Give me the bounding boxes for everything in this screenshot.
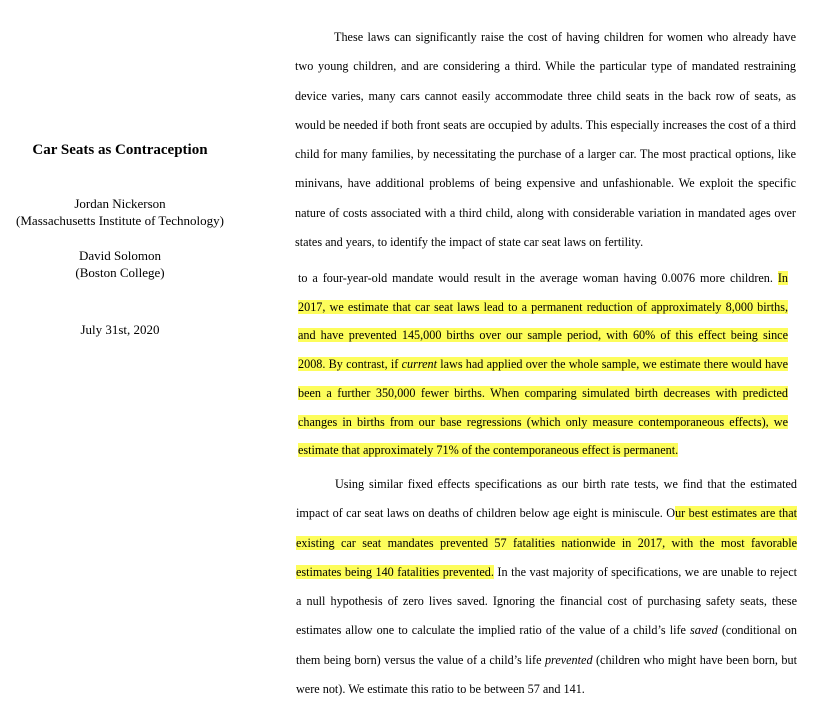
body-paragraph-laws <box>295 23 796 257</box>
paragraph-text: Using similar fixed effects specifications as our birth rate tests, we find that the estimated impact of car seat laws on deaths of children below age eight is miniscule. O <box>296 477 797 521</box>
author-affiliation: (Massachusetts Institute of Technology) <box>16 213 224 228</box>
paragraph-text: to a four-year-old mandate would result in the average woman having 0.0076 more children. <box>298 271 778 285</box>
body-paragraph-fatalities <box>296 470 797 704</box>
paragraph-text: These laws can significantly raise the cost of having children for women who already have two young children, and are considering a third. While the particular type of mandated restraining device varies, many cars cannot easily accommodate three child seats in the back row of seats, as would be needed if both front seats are occupied by adults. This especially increases the cost of a third child for many families, by necessitating the purchase of a larger car. The most practical options, like minivans, have additional problems of being expensive and unfashionable. We exploit the specific nature of costs associated with a third child, along with considerable variation in mandated ages over states and years, to identify the impact of state car seat laws on fertility. <box>295 30 796 250</box>
author-affiliation: (Boston College) <box>75 265 165 280</box>
paragraph-text: In the vast majority of specifications, we are unable to reject a null hypothesis of zero lives saved. Ignoring the financial cost of purchasing safety seats, these estimates allow one to calculate the implied ratio of the value of a child’s life <box>296 564 797 638</box>
paper-title: Car Seats as Contraception <box>32 142 208 158</box>
italic-term: saved <box>690 623 718 638</box>
paragraph-text: (children who might have been born, but were not). We estimate this ratio to be between 57 and 141. <box>296 652 797 697</box>
highlighted-text <box>298 271 788 457</box>
italic-term: current <box>401 357 438 372</box>
author-name: David Solomon <box>79 248 161 263</box>
body-paragraph-births <box>298 264 788 465</box>
paragraph-text: (conditional on them being born) versus the value of a child’s life <box>296 623 797 667</box>
author-name: Jordan Nickerson <box>74 196 166 211</box>
italic-term: prevented <box>544 652 593 667</box>
paper-date: July 31st, 2020 <box>80 322 160 337</box>
highlight-text-part: laws had applied over the whole sample, we estimate there would have been a further 350,000 fewer births. When comparing simulated birth decreases with predicted changes in births from our base regressions (which only measure contemporaneous effects), we estimate that approximately 71% of the contemporaneous effect is permanent. <box>298 357 789 458</box>
highlight-text-part: In 2017, we estimate that car seat laws lead to a permanent reduction of approximately 8,000 births, and have prevented 145,000 births over our sample period, with 60% of this effect being since 2008. By contrast, if <box>298 271 788 372</box>
highlighted-text: ur best estimates are that existing car seat mandates prevented 57 fatalities nationwide in 2017, with the most favorable estimates being 140 fatalities prevented. <box>296 506 797 579</box>
